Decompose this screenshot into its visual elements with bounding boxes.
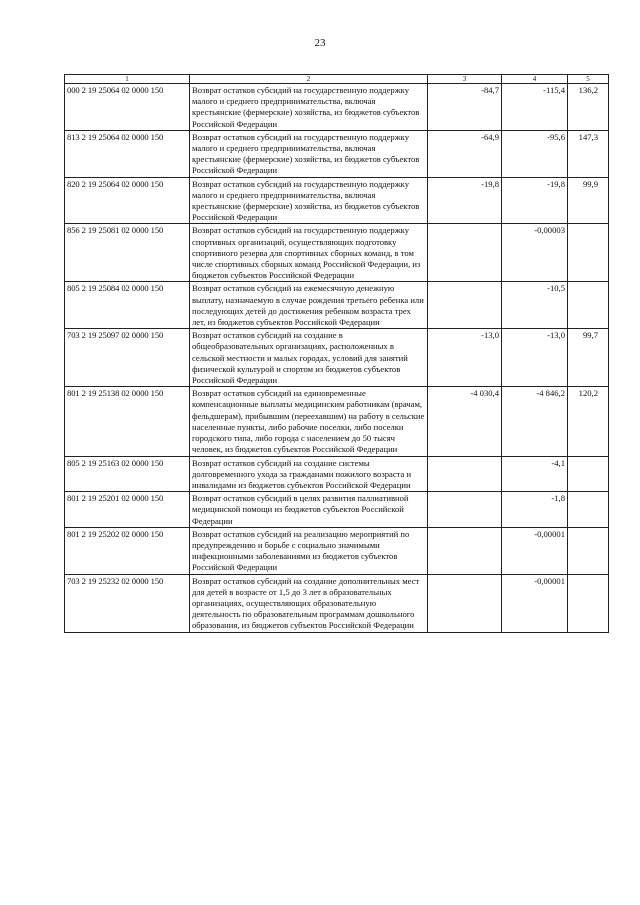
row-col4: -13,0 [502,329,568,387]
row-col3 [428,527,502,574]
row-description: Возврат остатков субсидий на государственную поддержку спортивных организаций, осуществляющих подготовку спортивного резерва для спортивных сборных команд, в том числе спортивных сборных команд Российской Федерации, из бюджетов субъектов Российской Федерации [190,224,428,282]
row-col4: -0,00003 [502,224,568,282]
row-col3 [428,224,502,282]
row-col3 [428,282,502,329]
row-col5: 99,7 [568,329,609,387]
row-col3 [428,574,502,632]
row-description: Возврат остатков субсидий на ежемесячную денежную выплату, назначаемую в случае рождения третьего ребенка или последующих детей до достижения ребенком возраста трех лет, из бюджетов субъектов Российской Федерации [190,282,428,329]
row-code: 820 2 19 25064 02 0000 150 [65,177,190,224]
row-description: Возврат остатков субсидий на единовременные компенсационные выплаты медицинским работникам (врачам, фельдшерам), прибывшим (переехавшим) на работу в сельские населенные пункты, либо рабочие поселки, либо поселки городского типа, либо города с населением до 50 тысяч человек, из бюджетов субъектов Российской Федерации [190,387,428,456]
row-col5 [568,224,609,282]
row-col5: 120,2 [568,387,609,456]
row-code: 703 2 19 25097 02 0000 150 [65,329,190,387]
table-row [65,492,609,528]
row-col5 [568,527,609,574]
row-code: 805 2 19 25163 02 0000 150 [65,456,190,492]
header-col-4: 4 [502,75,568,84]
row-col3: -4 030,4 [428,387,502,456]
table-body [65,84,609,633]
row-col4: -115,4 [502,84,568,131]
budget-table [64,74,609,633]
row-code: 801 2 19 25202 02 0000 150 [65,527,190,574]
row-col3 [428,456,502,492]
row-description: Возврат остатков субсидий на государственную поддержку малого и среднего предпринимательства, включая крестьянские (фермерские) хозяйства, из бюджетов субъектов Российской Федерации [190,130,428,177]
table-row [65,224,609,282]
header-col-3: 3 [428,75,502,84]
row-description: Возврат остатков субсидий на реализацию мероприятий по предупреждению и борьбе с социально значимыми инфекционными заболеваниями из бюджетов субъектов Российской Федерации [190,527,428,574]
row-code: 813 2 19 25064 02 0000 150 [65,130,190,177]
row-col5 [568,574,609,632]
table-row [65,84,609,131]
row-col5 [568,282,609,329]
table-row [65,282,609,329]
row-col4: -0,00001 [502,527,568,574]
row-col3: -13,0 [428,329,502,387]
table-row [65,574,609,632]
row-col5: 99,9 [568,177,609,224]
table-row [65,527,609,574]
row-col5: 147,3 [568,130,609,177]
row-description: Возврат остатков субсидий на создание в общеобразовательных организациях, расположенных в сельской местности и малых городах, условий для занятий физической культурой и спортом из бюджетов субъектов Российской Федерации [190,329,428,387]
row-col4: -1,8 [502,492,568,528]
header-col-2: 2 [190,75,428,84]
row-col4: -0,00001 [502,574,568,632]
page-number: 23 [314,37,326,49]
row-col3: -64,9 [428,130,502,177]
table-row [65,177,609,224]
row-code: 703 2 19 25232 02 0000 150 [65,574,190,632]
table-header [65,75,609,84]
row-col4: -4,1 [502,456,568,492]
header-col-5: 5 [568,75,609,84]
header-row [65,75,609,84]
table-row [65,130,609,177]
row-col4: -95,6 [502,130,568,177]
row-col3 [428,492,502,528]
row-col4: -4 846,2 [502,387,568,456]
row-description: Возврат остатков субсидий в целях развития паллиативной медицинской помощи из бюджетов субъектов Российской Федерации [190,492,428,528]
row-col3: -84,7 [428,84,502,131]
row-description: Возврат остатков субсидий на создание системы долговременного ухода за гражданами пожилого возраста и инвалидами из бюджетов субъектов Российской Федерации [190,456,428,492]
row-description: Возврат остатков субсидий на государственную поддержку малого и среднего предпринимательства, включая крестьянские (фермерские) хозяйства, из бюджетов субъектов Российской Федерации [190,84,428,131]
row-code: 801 2 19 25201 02 0000 150 [65,492,190,528]
row-code: 856 2 19 25081 02 0000 150 [65,224,190,282]
row-col4: -10,5 [502,282,568,329]
row-col3: -19,8 [428,177,502,224]
row-col5 [568,456,609,492]
row-code: 805 2 19 25084 02 0000 150 [65,282,190,329]
table-row [65,387,609,456]
header-col-1: 1 [65,75,190,84]
row-description: Возврат остатков субсидий на создание дополнительных мест для детей в возрасте от 1,5 до 3 лет в образовательных организациях, осуществляющих образовательную деятельность по образовательным программам дошкольного образования, из бюджетов субъектов Российской Федерации [190,574,428,632]
table-row [65,456,609,492]
table-row [65,329,609,387]
row-col5: 136,2 [568,84,609,131]
row-col4: -19,8 [502,177,568,224]
row-col5 [568,492,609,528]
row-code: 000 2 19 25064 02 0000 150 [65,84,190,131]
row-code: 801 2 19 25138 02 0000 150 [65,387,190,456]
row-description: Возврат остатков субсидий на государственную поддержку малого и среднего предпринимательства, включая крестьянские (фермерские) хозяйства, из бюджетов субъектов Российской Федерации [190,177,428,224]
